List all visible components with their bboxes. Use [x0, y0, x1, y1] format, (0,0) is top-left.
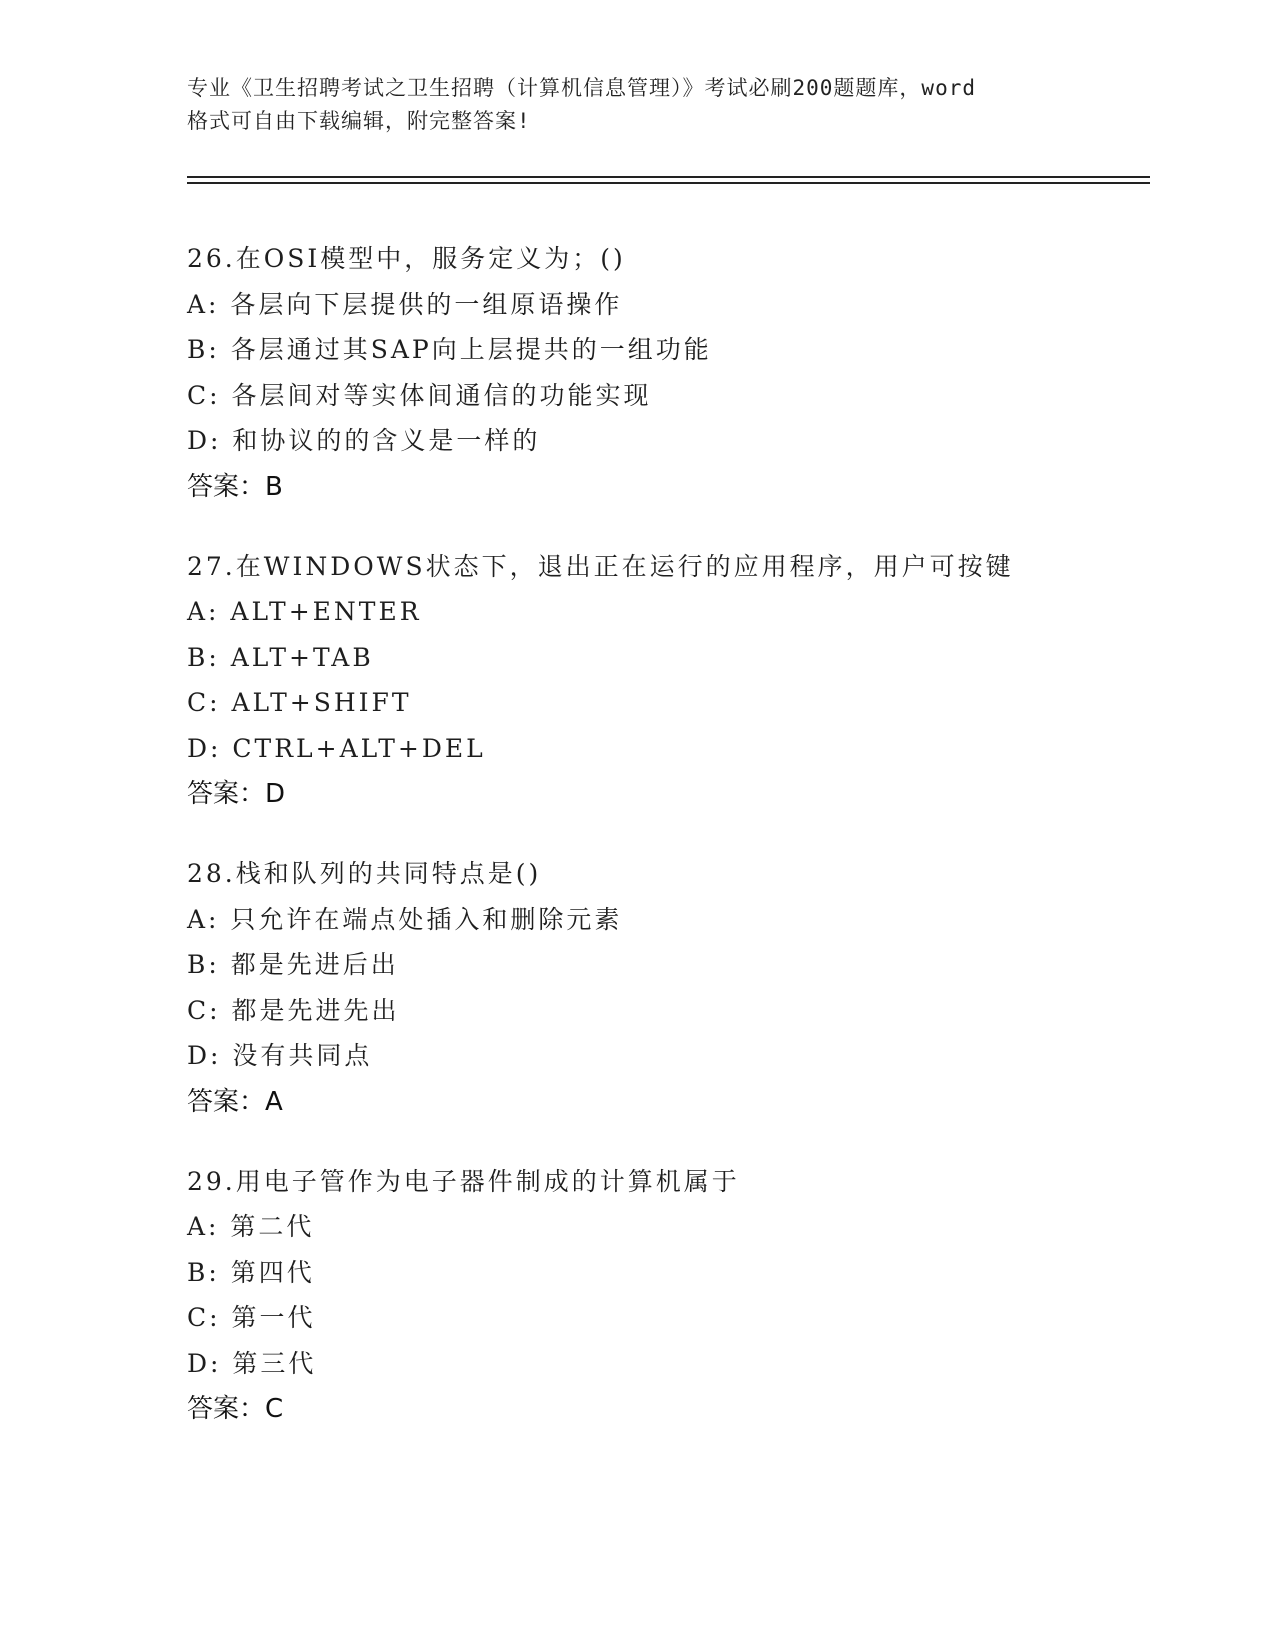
question-stem: 29.用电子管作为电子器件制成的计算机属于 — [187, 1166, 740, 1196]
answer-line: 答案：C — [187, 1394, 284, 1424]
option-d: D: 和协议的的含义是一样的 — [187, 426, 541, 455]
option-a: A: 各层向下层提供的一组原语操作 — [187, 289, 623, 319]
answer-line: 答案：B — [187, 471, 283, 502]
header-divider-bottom — [187, 182, 1150, 184]
answer-line: 答案：D — [187, 779, 286, 809]
header-line-2: 格式可自由下载编辑，附完整答案! — [187, 109, 531, 133]
question-27 — [187, 544, 1147, 818]
option-c: C: 都是先进先出 — [187, 995, 400, 1025]
option-a: A: 只允许在端点处插入和删除元素 — [187, 904, 623, 934]
option-a: A: ALT+ENTER — [187, 597, 422, 626]
question-29 — [187, 1159, 1147, 1433]
question-stem: 27.在WINDOWS状态下，退出正在运行的应用程序，用户可按键 — [187, 551, 1014, 581]
option-d: D: CTRL+ALT+DEL — [187, 733, 486, 763]
answer-line: 答案：A — [187, 1086, 283, 1117]
question-stem: 26.在OSI模型中，服务定义为；() — [187, 244, 626, 273]
question-28 — [187, 851, 1147, 1125]
question-stem: 28.栈和队列的共同特点是() — [187, 859, 542, 888]
option-c: C: 第一代 — [187, 1303, 316, 1332]
option-d: D: 第三代 — [187, 1348, 317, 1378]
option-b: B: ALT+TAB — [187, 642, 374, 672]
option-a: A: 第二代 — [187, 1212, 315, 1241]
question-26 — [187, 236, 1147, 510]
option-b: B: 第四代 — [187, 1257, 315, 1287]
header-divider-top — [187, 176, 1150, 178]
question-list — [187, 236, 1147, 1466]
header-line-1: 专业《卫生招聘考试之卫生招聘（计算机信息管理）》考试必刷200题题库，word — [187, 76, 976, 100]
option-d: D: 没有共同点 — [187, 1041, 373, 1070]
document-header — [187, 72, 1087, 138]
option-b: B: 都是先进后出 — [187, 950, 399, 979]
option-c: C: ALT+SHIFT — [187, 688, 412, 717]
option-b: B: 各层通过其SAP向上层提共的一组功能 — [187, 335, 712, 364]
option-c: C: 各层间对等实体间通信的功能实现 — [187, 380, 652, 410]
